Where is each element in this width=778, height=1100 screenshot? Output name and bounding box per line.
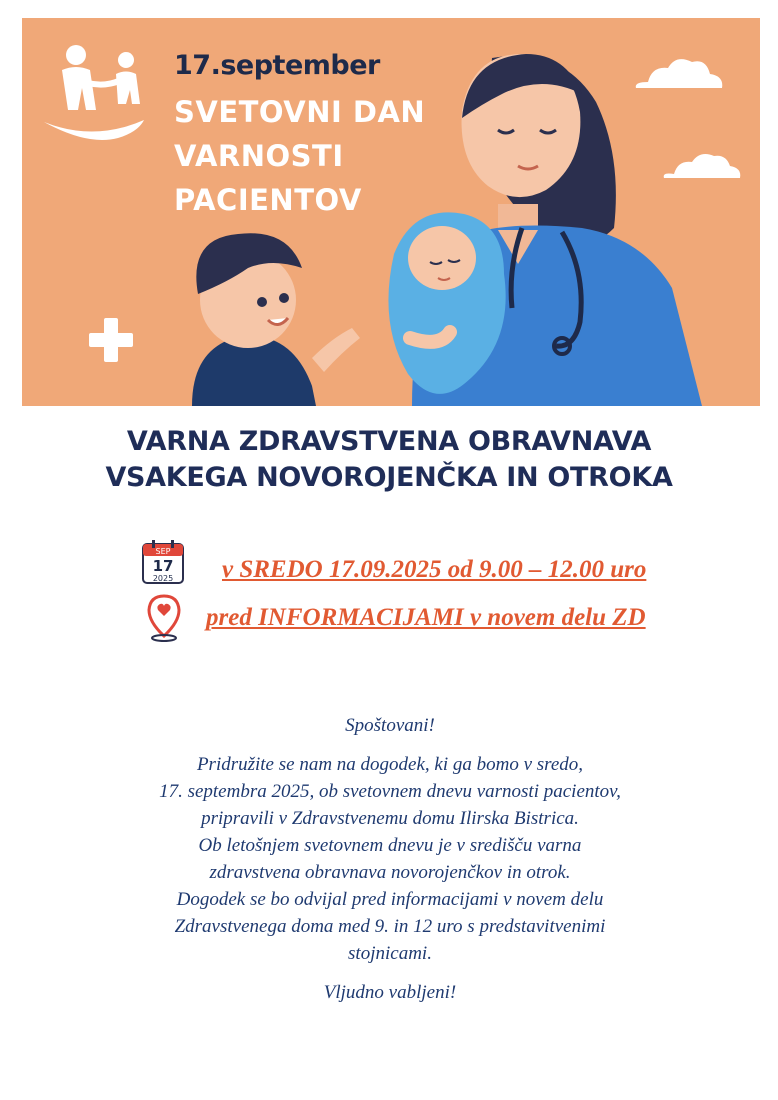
invitation-letter	[80, 712, 700, 1006]
calendar-month: SEP	[155, 547, 171, 556]
calendar-day: 17	[152, 557, 174, 575]
letter-line: stojnicami.	[348, 943, 432, 964]
cloud-icon	[636, 59, 741, 178]
letter-greeting: Spoštovani!	[345, 715, 435, 736]
calendar-icon	[142, 540, 184, 584]
banner-title-line: VARNOSTI	[174, 139, 344, 173]
calendar-year: 2025	[152, 574, 174, 583]
headline-line: VARNA ZDRAVSTVENA OBRAVNAVA	[126, 426, 652, 457]
letter-line: Ob letošnjem svetovnem dnevu je v središču varna	[198, 835, 582, 856]
letter-line: Dogodek se bo odvijal pred informacijami v novem delu	[176, 889, 604, 910]
letter-line: 17. septembra 2025, ob svetovnem dnevu varnosti pacientov,	[159, 781, 621, 802]
page-headline	[0, 424, 778, 496]
family-logo-icon	[44, 45, 144, 140]
event-location: pred INFORMACIJAMI v novem delu ZD	[206, 604, 646, 631]
banner-title	[174, 90, 434, 222]
letter-line: pripravili v Zdravstvenemu domu Ilirska Bistrica.	[201, 808, 579, 829]
banner-title-line: PACIENTOV	[174, 183, 362, 217]
headline-line: VSAKEGA NOVOROJENČKA IN OTROKA	[105, 462, 673, 493]
letter-line: zdravstvena obravnava novorojenčkov in otrok.	[209, 862, 571, 883]
banner	[22, 18, 760, 406]
letter-closing: Vljudno vabljeni!	[323, 982, 457, 1003]
banner-title-line: SVETOVNI DAN	[174, 95, 426, 129]
banner-date: 17.september	[174, 50, 380, 81]
letter-line: Zdravstvenega doma med 9. in 12 uro s predstavitvenimi	[174, 916, 606, 937]
boy-illustration	[192, 233, 360, 406]
letter-line: Pridružite se nam na dogodek, ki ga bomo v sredo,	[196, 754, 584, 775]
medical-cross-icon	[89, 318, 133, 362]
event-time: v SREDO 17.09.2025 od 9.00 – 12.00 uro	[222, 556, 647, 583]
location-pin-icon	[146, 594, 182, 644]
